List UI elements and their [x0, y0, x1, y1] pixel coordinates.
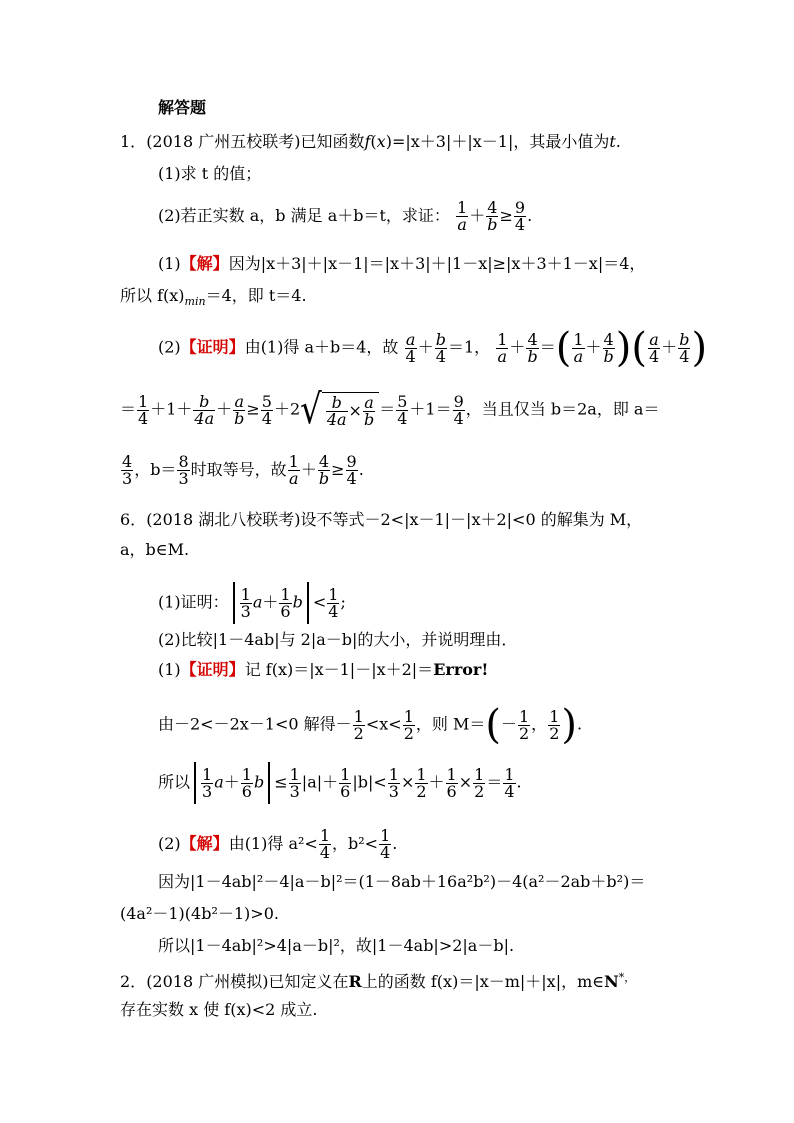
problem-number: 2． [120, 972, 147, 991]
question-text-cont: a，b 满足 a＋b＝t，求证： [249, 206, 450, 225]
problem-6-stem-2: a，b∈M. [120, 540, 190, 559]
problem-number: 6． [120, 510, 147, 529]
sqrt-radicand: $\frac{b}{4a}$ × $\frac{a}{b}$ [322, 392, 379, 428]
problem-6-solution-1-line-2: 由－2<－2x－1<0 解得－ $\frac{1}{2}$ <x< $\frac{1}{2}$ ，则 M＝(－ $\frac{1}{2}$ ， $\frac{1}{2}$ ). [158, 702, 583, 748]
solution-2-line-3: $\frac{4}{3}$ ，b＝ $\frac{8}{3}$ 时取等号，故 $\frac{1}{a}$ ＋ $\frac{4}{b}$ ≥ $\frac{9}{4}$ . [122, 452, 364, 488]
problem-6-solution-1-line-1: (1)【证明】记 f(x)＝|x－1|－|x＋2|＝Error! [158, 660, 489, 679]
solution-tag: 【解】 [180, 254, 229, 273]
solution-tag: 【证明】 [180, 337, 245, 357]
problem-2-stem-2: 存在实数 x 使 f(x)<2 成立. [120, 1000, 318, 1019]
problem-1-question-1: (1)求 t 的值； [158, 164, 262, 183]
problem-6-solution-1-line-3: 所以 $\frac{1}{3}$ a＋ $\frac{1}{6}$ b ≤ $\frac{1}{3}$ |a|＋ $\frac{1}{6}$ |b|< $\frac{1}{3}$ × $\frac{1}{2}$ ＋ $\frac{1}{6}$ × $\frac{1}{2}$ ＝ $\frac{1}{4}$ . [158, 762, 522, 804]
problem-6-solution-2-line-1: (2)【解】由(1)得 a²< $\frac{1}{4}$ ，b²< $\frac{1}{4}$ . [158, 826, 398, 862]
solution-2-line-1: (2)【证明】由(1)得 a＋b＝4，故 $\frac{a}{4}$ ＋ $\frac{b}{4}$ ＝1， $\frac{1}{a}$ ＋ $\frac{4}{b}$ ＝( $\frac{1}{a}$ ＋ $\frac{4}{b}$ )( $\frac{a}{4}$ ＋ $\frac{b}{4}$ ) [158, 325, 708, 371]
stem-variable: t. [609, 132, 621, 151]
problem-6-question-2: (2)比较|1－4ab|与 2|a－b|的大小，并说明理由． [158, 630, 518, 649]
solution-tag: 【证明】 [180, 660, 245, 679]
problem-1-stem: 1．(2018 广州五校联考)已知函数f(x)=|x＋3|＋|x－1|，其最小值为t. [120, 132, 621, 151]
solution-1-line-1: (1)【解】因为|x＋3|＋|x－1|＝|x＋3|＋|1－x|≥|x＋3＋1－x|＝4， [158, 254, 646, 273]
problem-6-question-1: (1)证明： $\frac{1}{3}$ a＋ $\frac{1}{6}$ b < $\frac{1}{4}$ ; [158, 582, 346, 624]
problem-2-stem: 2．(2018 广州模拟)已知定义在R上的函数 f(x)＝|x－m|＋|x|，m∈N*， [120, 971, 636, 991]
problem-6-solution-2-line-2: 因为|1－4ab|²－4|a－b|²＝(1－8ab＋16a²b²)－4(a²－2ab＋b²)＝ [158, 872, 646, 891]
solution-2-line-2: ＝ $\frac{1}{4}$ ＋1＋ $\frac{b}{4a}$ ＋ $\frac{a}{b}$ ≥ $\frac{5}{4}$ ＋2√ $\frac{b}{4a}$ × $\frac{a}{b}$ ＝ $\frac{5}{4}$ ＋1＝ $\frac{9}{4}$ ，当且仅当 b＝2a，即 a＝ [120, 386, 660, 434]
problem-number: 1． [120, 132, 147, 151]
fraction-1-over-a: $\frac{1}{a}$ [457, 198, 468, 234]
solution-tag: 【解】 [180, 834, 229, 853]
fraction-9-over-4: $\frac{9}{4}$ [514, 198, 526, 234]
fraction-4-over-b: $\frac{4}{b}$ [487, 198, 498, 234]
problem-6-solution-2-line-4: 所以|1－4ab|²>4|a－b|²，故|1－4ab|>2|a－b|. [158, 936, 515, 955]
question-text: (2)若正实数 [158, 206, 245, 225]
problem-source: (2018 广州五校联考) [146, 132, 301, 151]
sqrt-sign: √ [300, 386, 322, 434]
solution-text: 因为|x＋3|＋|x－1|＝|x＋3|＋|1－x|≥|x＋3＋1－x|＝4， [228, 254, 646, 273]
problem-source: (2018 广州模拟) [146, 972, 269, 991]
problem-6-solution-2-line-3: (4a²－1)(4b²－1)>0. [120, 904, 279, 923]
problem-1-question-2: (2)若正实数 a，b 满足 a＋b＝t，求证： $\frac{1}{a}$ ＋ $\frac{4}{b}$ ≥ $\frac{9}{4}$ . [158, 198, 533, 234]
problem-source: (2018 湖北八校联考) [146, 510, 301, 529]
section-title: 解答题 [158, 98, 207, 117]
stem-text: 已知函数 [300, 132, 365, 151]
function-definition: =|x＋3|＋|x－1|，其最小值为 [391, 132, 610, 151]
solution-1-line-2: 所以 $f(x)_{min}=4$，即 t＝4. [120, 286, 307, 308]
error-text: Error! [433, 660, 489, 679]
problem-6-stem: 6．(2018 湖北八校联考)设不等式－2<|x－1|－|x＋2|<0 的解集为 M， [120, 510, 643, 529]
